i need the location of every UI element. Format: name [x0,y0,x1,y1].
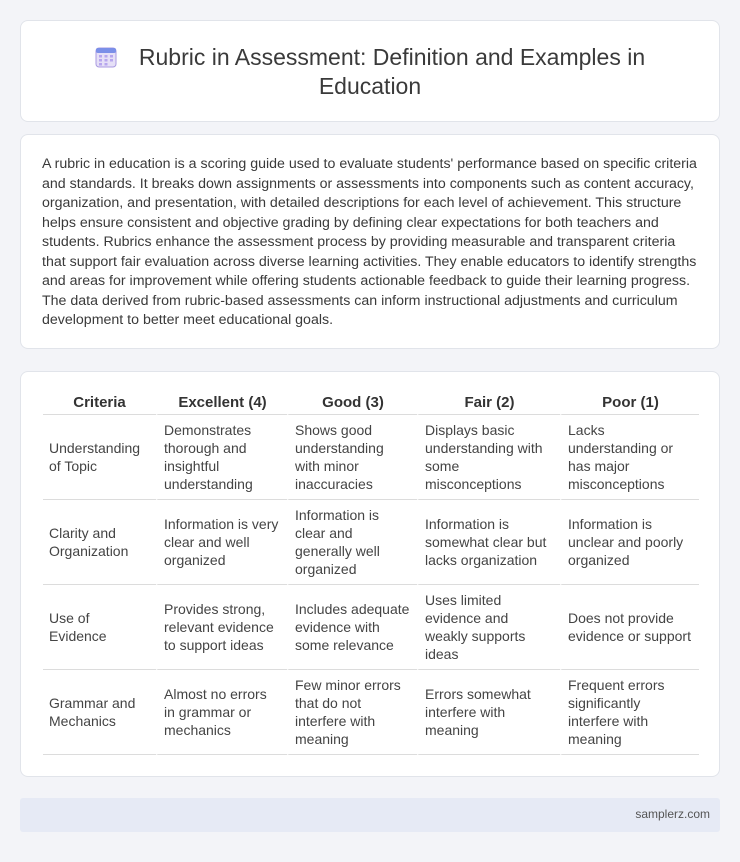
header-fair: Fair (2) [417,391,560,415]
table-row [43,670,699,755]
good-cell: Shows good understanding with minor inaccuracies [287,415,417,500]
table-row [43,415,699,500]
fair-cell: Uses limited evidence and weakly supports ideas [417,585,560,670]
criteria-cell: Grammar and Mechanics [43,670,156,755]
poor-cell: Does not provide evidence or support [560,585,699,670]
header-good: Good (3) [287,391,417,415]
poor-cell: Frequent errors significantly interfere with meaning [560,670,699,755]
criteria-cell: Clarity and Organization [43,500,156,585]
table-header-row [43,391,699,415]
footer [20,798,720,832]
fair-cell: Errors somewhat interfere with meaning [417,670,560,755]
criteria-cell: Use of Evidence [43,585,156,670]
description-card [20,134,720,349]
good-cell: Few minor errors that do not interfere with meaning [287,670,417,755]
good-cell: Information is clear and generally well organized [287,500,417,585]
excellent-cell: Information is very clear and well organized [156,500,287,585]
rubric-table [43,391,699,755]
rubric-table-card [20,371,720,777]
header-poor: Poor (1) [560,391,699,415]
excellent-cell: Almost no errors in grammar or mechanics [156,670,287,755]
criteria-cell: Understanding of Topic [43,415,156,500]
excellent-cell: Demonstrates thorough and insightful understanding [156,415,287,500]
table-row [43,585,699,670]
fair-cell: Displays basic understanding with some misconceptions [417,415,560,500]
poor-cell: Information is unclear and poorly organized [560,500,699,585]
page-title: Rubric in Assessment: Definition and Examples in Education [138,44,646,99]
calendar-icon [95,46,117,68]
page-title-wrap [21,43,719,101]
table-row [43,500,699,585]
header-excellent: Excellent (4) [156,391,287,415]
excellent-cell: Provides strong, relevant evidence to support ideas [156,585,287,670]
description-text: A rubric in education is a scoring guide used to evaluate students' performance based on specific criteria and standards. It breaks down assignments or assessments into components such as content accuracy, organization, and presentation, with detailed descriptions for each level of achievement. This structure helps ensure consistent and objective grading by defining clear expectations for both teachers and students. Rubrics enhance the assessment process by providing measurable and transparent criteria that support fair evaluation across diverse learning activities. They enable educators to identify strengths and areas for improvement while offering students actionable feedback to guide their learning progress. The data derived from rubric-based assessments can inform instructional adjustments and curriculum development to better meet educational goals. [42,156,697,328]
good-cell: Includes adequate evidence with some relevance [287,585,417,670]
header-criteria: Criteria [43,391,156,415]
poor-cell: Lacks understanding or has major misconceptions [560,415,699,500]
footer-site-link[interactable]: samplerz.com [635,807,710,821]
fair-cell: Information is somewhat clear but lacks organization [417,500,560,585]
title-card [20,20,720,122]
